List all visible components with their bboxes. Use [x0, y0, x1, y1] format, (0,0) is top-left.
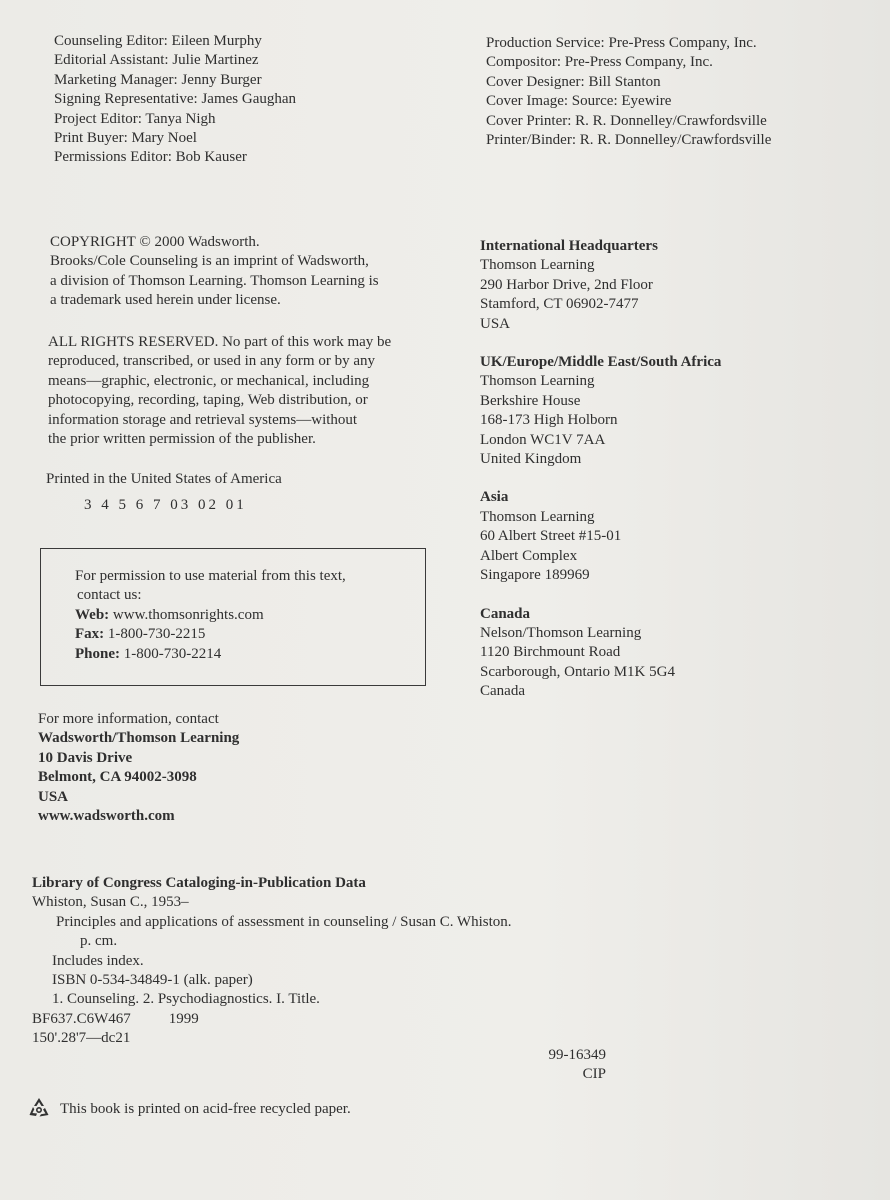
credit-line: Marketing Manager: Jenny Burger [54, 71, 262, 88]
office-line: Albert Complex [480, 547, 578, 564]
office-line: USA [480, 315, 511, 332]
office-line: Stamford, CT 06902-7477 [480, 296, 639, 313]
office-line: Nelson/Thomson Learning [480, 624, 642, 641]
recycle-icon [26, 1096, 52, 1122]
contact-line: 10 Davis Drive [38, 749, 133, 766]
cataloging-subjects: 1. Counseling. 2. Psychodiagnostics. I. Title. [52, 991, 320, 1008]
cataloging-index: Includes index. [52, 952, 144, 969]
cataloging-data [32, 874, 512, 1049]
copyright-notice [50, 233, 379, 311]
credit-line: Print Buyer: Mary Noel [54, 130, 197, 147]
credit-line: Cover Image: Source: Eyewire [486, 93, 672, 110]
cip-number: 99-16349 [548, 1047, 606, 1063]
credit-line: Signing Representative: James Gaughan [54, 91, 297, 108]
permission-line: contact us: [77, 587, 142, 604]
office-heading: International Headquarters [480, 238, 658, 254]
contact-line: USA [38, 788, 69, 805]
office-heading: Asia [480, 489, 509, 506]
cataloging-author: Whiston, Susan C., 1953– [32, 894, 189, 911]
call-number: BF637.C6W467 [32, 1010, 131, 1027]
cataloging-pages: p. cm. [80, 933, 118, 950]
credit-line: Cover Designer: Bill Stanton [486, 73, 661, 90]
office-line: 1120 Birchmount Road [480, 644, 621, 661]
credit-line: Editorial Assistant: Julie Martinez [54, 52, 259, 69]
office-line: Berkshire House [480, 392, 581, 409]
contact-website[interactable]: www.wadsworth.com [38, 808, 175, 825]
rights-line: information storage and retrieval systems—without [48, 411, 358, 428]
cataloging-title: Principles and applications of assessment in counseling / Susan C. Whiston. [56, 913, 512, 930]
cataloging-dewey: 150'.28'7—dc21 [32, 1030, 131, 1047]
permission-box [40, 548, 426, 686]
office-line: Singapore 189969 [480, 567, 590, 584]
credit-line: Production Service: Pre-Press Company, Inc. [486, 35, 757, 51]
office-heading: UK/Europe/Middle East/South Africa [480, 354, 722, 371]
credit-line: Cover Printer: R. R. Donnelley/Crawfordsville [486, 112, 767, 129]
call-year: 1999 [168, 1010, 199, 1027]
office-canada [480, 605, 840, 702]
office-line: Scarborough, Ontario M1K 5G4 [480, 663, 675, 680]
permission-line: For permission to use material from this text, [75, 568, 346, 584]
office-line: 290 Harbor Drive, 2nd Floor [480, 276, 653, 293]
cip-label: CIP [582, 1066, 606, 1083]
contact-line: Belmont, CA 94002-3098 [38, 769, 197, 786]
office-line: United Kingdom [480, 451, 582, 468]
rights-line: the prior written permission of the publisher. [48, 431, 316, 448]
cip-block [542, 1046, 606, 1085]
recycled-text: This book is printed on acid-free recycled paper. [60, 1100, 351, 1117]
web-label: Web: [75, 606, 110, 623]
rights-line: photocopying, recording, taping, Web distribution, or [48, 392, 368, 409]
print-line: 3 4 5 6 7 03 02 01 [84, 497, 247, 513]
contact-info [38, 710, 239, 826]
permission-phone [75, 645, 346, 664]
credit-line: Project Editor: Tanya Nigh [54, 110, 216, 127]
copyright-line: COPYRIGHT © 2000 Wadsworth. [50, 234, 260, 250]
permission-fax [75, 625, 346, 644]
office-line: Thomson Learning [480, 257, 595, 274]
copyright-line: a trademark used herein under license. [50, 292, 281, 309]
office-heading: Canada [480, 605, 531, 622]
contact-intro: For more information, contact [38, 711, 219, 727]
rights-line: means—graphic, electronic, or mechanical, including [48, 372, 370, 389]
office-line: 60 Albert Street #15-01 [480, 528, 622, 545]
office-line: Thomson Learning [480, 373, 595, 390]
cataloging-isbn: ISBN 0-534-34849-1 (alk. paper) [52, 972, 253, 989]
credits-right [486, 34, 771, 150]
web-link[interactable]: www.thomsonrights.com [109, 606, 264, 623]
rights-line: ALL RIGHTS RESERVED. No part of this work may be [48, 334, 392, 350]
office-uk-europe [480, 353, 840, 469]
fax-value: 1-800-730-2215 [104, 626, 206, 643]
cataloging-callnumber [32, 1010, 512, 1029]
credit-line: Counseling Editor: Eileen Murphy [54, 33, 262, 49]
contact-line: Wadsworth/Thomson Learning [38, 730, 240, 747]
phone-label: Phone: [75, 645, 120, 662]
cataloging-heading: Library of Congress Cataloging-in-Publication Data [32, 875, 366, 891]
office-line: 168-173 High Holborn [480, 412, 618, 429]
fax-label: Fax: [75, 626, 105, 643]
office-line: Thomson Learning [480, 508, 595, 525]
phone-value: 1-800-730-2214 [120, 645, 222, 662]
office-line: London WC1V 7AA [480, 431, 606, 448]
recycled-note [26, 1096, 351, 1122]
offices [480, 237, 840, 721]
permission-web [75, 606, 346, 625]
copyright-line: a division of Thomson Learning. Thomson Learning is [50, 272, 379, 289]
office-line: Canada [480, 683, 525, 700]
credits-left [54, 32, 296, 168]
copyright-line: Brooks/Cole Counseling is an imprint of Wadsworth, [50, 253, 369, 270]
office-international [480, 237, 840, 334]
office-asia [480, 488, 840, 585]
rights-reserved [48, 333, 391, 449]
credit-line: Permissions Editor: Bob Kauser [54, 149, 247, 166]
printed-in: Printed in the United States of America [46, 471, 282, 487]
credit-line: Compositor: Pre-Press Company, Inc. [486, 54, 713, 71]
credit-line: Printer/Binder: R. R. Donnelley/Crawfordsville [486, 132, 772, 149]
rights-line: reproduced, transcribed, or used in any form or by any [48, 353, 375, 370]
